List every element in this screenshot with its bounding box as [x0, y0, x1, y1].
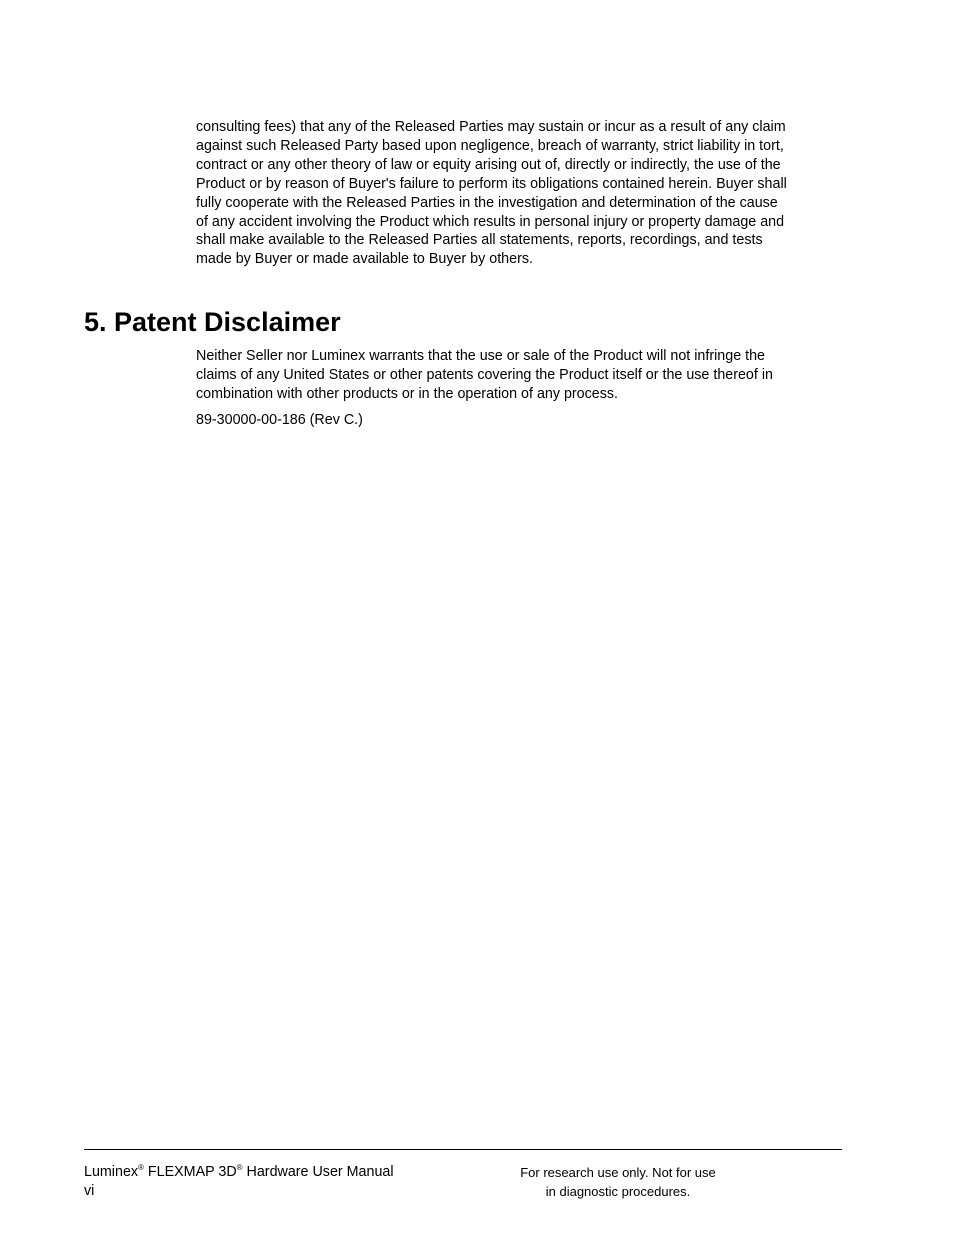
research-use-notice — [498, 1163, 738, 1201]
continuation-paragraph — [196, 118, 846, 269]
paragraph-line: of any accident involving the Product which results in personal injury or property damage and — [196, 213, 785, 230]
document-number: 89-30000-00-186 (Rev C.) — [196, 412, 363, 428]
paragraph-line: Neither Seller nor Luminex warrants that the use or sale of the Product will not infringe the — [196, 348, 765, 364]
paragraph-line: contract or any other theory of law or equity arising out of, directly or indirectly, the use of the — [196, 156, 781, 173]
manual-suffix: Hardware User Manual — [242, 1164, 394, 1180]
paragraph-line: shall make available to the Released Parties all statements, reports, recordings, and tests — [196, 232, 763, 249]
paragraph-line: Product or by reason of Buyer's failure to perform its obligations contained herein. Buyer shall — [196, 175, 787, 192]
notice-line: in diagnostic procedures. — [545, 1184, 691, 1199]
page-number: vi — [84, 1183, 95, 1199]
footer-manual-title — [84, 1163, 394, 1183]
footer-divider — [84, 1149, 842, 1150]
paragraph-line: fully cooperate with the Released Parties in the investigation and determination of the cause — [196, 194, 778, 211]
patent-disclaimer-paragraph — [196, 347, 846, 404]
brand-name: Luminex — [84, 1164, 139, 1180]
registered-mark: ® — [236, 1163, 243, 1172]
paragraph-line: against such Released Party based upon negligence, breach of warranty, strict liability in tort, — [196, 137, 784, 154]
paragraph-line: claims of any United States or other patents covering the Product itself or the use thereof in — [196, 366, 773, 383]
section-heading: 5. Patent Disclaimer — [84, 307, 341, 337]
notice-line: For research use only. Not for use — [520, 1165, 716, 1180]
product-name: FLEXMAP 3D — [143, 1164, 237, 1180]
paragraph-line: combination with other products or in the operation of any process. — [196, 385, 618, 402]
paragraph-line: made by Buyer or made available to Buyer by others. — [196, 251, 533, 268]
registered-mark: ® — [138, 1163, 144, 1172]
paragraph-line: consulting fees) that any of the Released Parties may sustain or incur as a result of any claim — [196, 119, 786, 135]
